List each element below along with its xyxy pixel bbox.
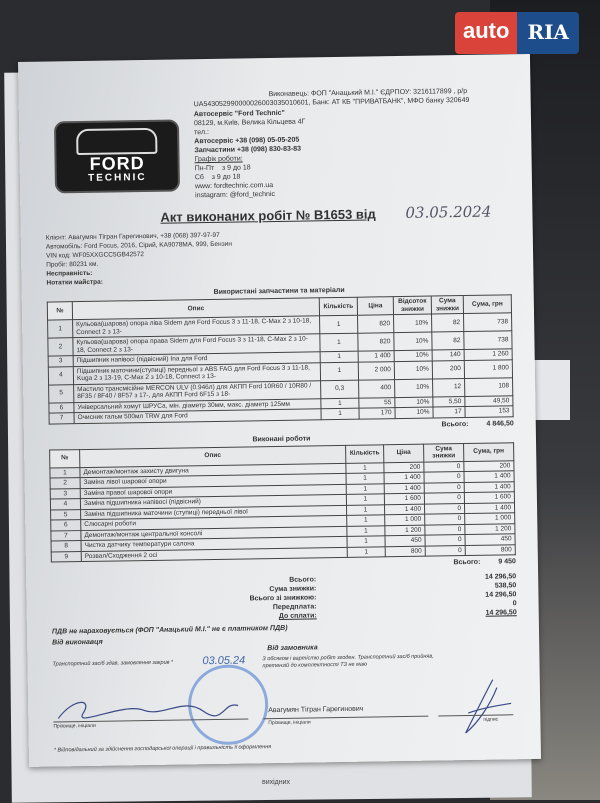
works-table <box>49 442 516 563</box>
table-cell: Очисник гальм 500мл TRW для Ford <box>74 409 321 423</box>
table-cell: 6 <box>49 402 74 413</box>
vin: VIN код: WF05XXGCC5GB42572 <box>45 251 145 260</box>
table-cell: 170 <box>359 408 395 419</box>
summary-label: Всього зі знижкою: <box>249 594 317 603</box>
phone-service: Автосервіс +38 (098) 05-05-205 <box>194 136 300 146</box>
table-cell: 1 800 <box>464 359 512 378</box>
table-cell: 153 <box>465 406 513 417</box>
table-cell: 0 <box>424 472 464 483</box>
table-cell: 1 <box>320 362 358 381</box>
customer-name-line <box>263 716 428 720</box>
document-body <box>46 226 519 754</box>
tel-label: тел.: <box>194 129 209 137</box>
table-cell: 10% <box>394 350 432 361</box>
executor-signature <box>53 690 253 721</box>
table-cell: 1 000 <box>465 513 515 524</box>
table-cell: 1 <box>347 546 385 557</box>
table-cell: 1 <box>321 408 359 419</box>
fault: Несправність: <box>46 269 93 278</box>
table-cell: 200 <box>432 360 464 379</box>
table-cell: 1 <box>346 462 384 473</box>
summary-label: До сплати: <box>278 612 317 620</box>
col-header: Ціна <box>384 444 424 463</box>
underlying-sheet-edge <box>530 360 570 420</box>
table-cell: 1 <box>346 473 384 484</box>
ford-technic-logo <box>54 119 180 193</box>
customer-signature <box>453 677 514 738</box>
act-date: 03.05.2024 <box>405 202 492 222</box>
table-cell: 450 <box>465 534 515 545</box>
schedule-weekdays: Пн-Пт з 9 до 18 <box>194 164 251 173</box>
parts-total-label: Всього: <box>441 420 469 428</box>
table-cell: 1 400 <box>358 351 394 362</box>
table-cell: 1 <box>347 536 385 547</box>
table-cell: 820 <box>358 333 394 352</box>
summary-label: Передплата: <box>272 603 317 612</box>
table-cell: 8 <box>51 541 81 552</box>
summary-value: 14 296,50 <box>485 591 517 599</box>
car-icon <box>76 128 157 155</box>
table-cell: 10% <box>395 379 433 398</box>
customer-name: Авагумян Тігран Гарегинович <box>268 705 364 715</box>
table-cell: 1 <box>346 494 384 505</box>
stamp-date: 03.05.24 <box>202 654 246 668</box>
schedule-saturday: Сб з 9 до 18 <box>194 173 241 182</box>
table-cell: 9 <box>51 551 81 562</box>
watermark-ria: RIA <box>517 12 579 54</box>
parts-total: 4 846,50 <box>486 419 514 428</box>
table-cell: 1 600 <box>384 493 424 504</box>
autoria-watermark <box>455 12 579 54</box>
table-cell: Кульова(шарова) опора права Sidem для Ford Focus 3 з 11-18, C-Max 2 з 10-18, Connect 2 з 13- <box>73 334 320 356</box>
table-cell: 3 <box>50 488 80 499</box>
table-cell: 3 <box>48 356 73 367</box>
col-header: Відсоток знижки <box>393 296 431 315</box>
table-cell: 1 <box>320 315 358 334</box>
act-title: Акт виконаних робіт № B1653 від <box>160 206 376 225</box>
table-cell: 4 <box>50 499 80 510</box>
customer-note: З обсягом і вартістю робіт згоден. Транспортний засіб прийняв, претензій до комплектності ТЗ не маю <box>262 653 434 670</box>
executor-note: Транспортний засіб здав, замовлення закрив * <box>52 659 174 668</box>
table-cell: Заміна підшипника напівосі (підвісний) <box>80 494 346 509</box>
col-header: № <box>50 449 80 467</box>
table-cell: 10% <box>394 314 432 333</box>
table-cell: 5 <box>51 509 81 520</box>
table-cell: 400 <box>359 379 395 398</box>
works-total-label: Всього: <box>453 558 481 567</box>
client-info <box>46 226 512 287</box>
table-cell: 738 <box>464 313 512 332</box>
table-cell: 7 <box>51 530 81 541</box>
table-cell: 10% <box>394 332 432 351</box>
summary-value: 14 296,50 <box>484 573 517 581</box>
parts-table <box>47 294 514 424</box>
summary-value: 14 296,50 <box>485 609 517 617</box>
table-cell: 17 <box>433 407 465 418</box>
col-header: Сума, грн <box>464 442 514 461</box>
watermark-auto: auto <box>455 12 517 54</box>
table-cell: 800 <box>385 546 425 557</box>
summary-label: Сума знижки: <box>269 585 317 594</box>
table-cell: Заміна правої шарової опори <box>80 484 346 499</box>
customer-surname-label: Прізвище, ініціали <box>268 719 311 727</box>
table-cell: 0 <box>425 545 465 556</box>
table-cell: 7 <box>49 413 74 424</box>
client: Клієнт: Авагумян Тігран Гарегинович, +38 (068) 397-97-97 <box>45 231 220 242</box>
phone-parts: Запчастини +38 (098) 830-83-83 <box>194 145 302 155</box>
signature-label: підпис <box>483 716 499 723</box>
table-cell: 0 <box>425 514 465 525</box>
table-cell: 0 <box>424 503 464 514</box>
vat-note: ПДВ не нараховується (ФОП "Анацький М.І." не є платником ПДВ) <box>51 624 288 636</box>
table-cell: 10% <box>395 407 433 418</box>
col-header: Кількість <box>346 444 384 463</box>
table-cell: 1 600 <box>464 492 514 503</box>
logo-subtext: TECHNIC <box>88 171 147 184</box>
table-cell: 10% <box>395 397 433 408</box>
col-header: Ціна <box>357 297 393 316</box>
table-cell: 0 <box>425 535 465 546</box>
table-cell: 1 200 <box>465 523 515 534</box>
table-cell: 1 <box>346 504 384 515</box>
works-title: Виконані роботи <box>252 434 311 443</box>
table-cell: 450 <box>385 535 425 546</box>
table-cell: 0 <box>424 482 464 493</box>
col-header: Сума знижки <box>431 296 463 315</box>
col-header: Сума знижки <box>424 443 464 462</box>
table-cell: 800 <box>465 544 515 555</box>
table-cell: 200 <box>464 460 514 471</box>
table-cell: 0 <box>424 461 464 472</box>
table-cell: 820 <box>358 315 394 334</box>
table-cell: 1 260 <box>464 349 512 360</box>
company-name: Автосервіс "Ford Technic" <box>193 109 285 119</box>
table-cell: 0 <box>425 524 465 535</box>
table-cell: 1 <box>320 351 358 362</box>
logo-text: FORD <box>89 153 145 174</box>
bank-info: UA543052990000026003035010601, Банк: АТ КБ "ПРИВАТБАНК", МФО банку 320649 <box>193 96 470 109</box>
table-cell: 1 200 <box>385 525 425 536</box>
table-cell: Демонтаж/монтаж центральної консолі <box>81 526 347 541</box>
table-cell: 2 000 <box>358 361 394 380</box>
table-cell: Заміна підшипника маточини (ступиці) передньої лівої <box>81 505 347 520</box>
table-cell: 4 <box>48 366 73 384</box>
table-cell: 1 <box>347 515 385 526</box>
table-cell: 1 400 <box>384 504 424 515</box>
act-document <box>18 54 541 767</box>
col-header: Опис <box>72 298 319 320</box>
table-cell: 2 <box>50 478 80 489</box>
table-cell: 1 400 <box>464 471 514 482</box>
instagram: instagram: @ford_technic <box>195 190 276 200</box>
table-cell: 1 <box>48 320 73 338</box>
table-cell: 1 400 <box>384 472 424 483</box>
table-cell: 82 <box>432 332 464 351</box>
responsible-note: * Відповідальний за здійснення господарської операції і правильність її оформлення <box>53 744 272 754</box>
summary-value: 0 <box>512 600 517 608</box>
table-cell: 1 <box>346 483 384 494</box>
table-cell: 5 <box>49 384 74 402</box>
summary-label: Всього: <box>289 576 317 584</box>
executor-surname-label: Прізвище, ініціали <box>53 722 96 730</box>
table-cell: 200 <box>384 462 424 473</box>
from-executor: Від виконавця <box>52 638 103 647</box>
table-cell: Чистка датчику температури салона <box>81 536 347 551</box>
master-notes: Нотатки майстра: <box>46 278 103 287</box>
table-cell: 0 <box>424 493 464 504</box>
table-cell: 1 <box>320 333 358 352</box>
address: 08129, м.Київ, Велика Кільцева 4Г <box>193 118 306 128</box>
table-cell: 738 <box>464 331 512 350</box>
table-cell: Мастило трансмісійне MERCON ULV (0.946л) для АКПП Ford 10R60 / 10R80 / 8F35 / 8F40 / 8F57 з 17-, для АКПП Ford 6F15 з 18- <box>74 380 321 402</box>
table-cell: Демонтаж/монтаж захисту двигуна <box>80 463 346 478</box>
summary-value: 538,50 <box>494 582 517 590</box>
table-cell: Підшипник маточини(ступиці) передньої з ABS FAG для Ford Focus 3 з 11-18, Kuga 2 з 13-19, C-Max 2 з 10-18, Connect з 13- <box>73 362 320 384</box>
under-sheet-text: вихідних <box>262 779 291 786</box>
table-cell: 140 <box>432 350 464 361</box>
table-cell: Заміна лівої шарової опори <box>80 473 346 488</box>
mileage: Пробіг: 80231 км. <box>46 260 99 269</box>
table-cell: 82 <box>432 314 464 333</box>
col-header: Кількість <box>319 297 357 316</box>
schedule-label: Графік роботи: <box>194 155 243 164</box>
table-cell: 1 <box>50 467 80 478</box>
table-cell: 5,50 <box>433 396 465 407</box>
col-header: № <box>47 302 72 320</box>
table-cell: Слюсарні роботи <box>81 515 347 530</box>
summary <box>186 572 517 622</box>
signature-block <box>52 652 518 747</box>
table-cell: 49,50 <box>465 395 513 406</box>
table-cell: Підшипник напівосі (підвісний) Ina для Ford <box>73 352 320 366</box>
table-cell: 108 <box>465 377 513 396</box>
table-cell: Кульова(шарова) опора ліва Sidem для Ford Focus 3 з 11-18, C-Max 2 з 10-18, Connect 2 з 13- <box>73 316 320 338</box>
works-total: 9 450 <box>498 558 516 566</box>
table-cell: 55 <box>359 397 395 408</box>
table-cell: 6 <box>51 520 81 531</box>
table-cell: 1 400 <box>384 483 424 494</box>
website: www: fordtechnic.com.ua <box>194 182 274 191</box>
table-cell: 1 400 <box>464 502 514 513</box>
parts-title: Використані запчастини та матеріали <box>213 286 345 296</box>
executor-info: Виконавець: ФОП "Анацький М.І." ЄДРПОУ: 3216117899 , р/р <box>268 87 468 99</box>
table-cell: 1 000 <box>385 514 425 525</box>
car: Автомобіль: Ford Focus, 2016, Сірий, KA9078MA, 999, Бензин <box>45 240 232 251</box>
table-cell: 12 <box>433 378 465 397</box>
table-cell: 0,3 <box>321 380 359 399</box>
table-cell: 1 <box>321 398 359 409</box>
table-cell: 1 <box>347 525 385 536</box>
col-header: Сума, грн <box>463 295 511 314</box>
from-customer: Від замовника <box>267 644 318 653</box>
table-cell: 2 <box>48 338 73 356</box>
table-cell: Універсальний хомут ШРУСа, мін. діаметр 30мм, макс. діаметр 125мм <box>74 398 321 412</box>
table-cell: 10% <box>394 361 432 380</box>
col-header: Опис <box>80 445 346 467</box>
table-cell: Розвал/Сходження 2 осі <box>81 547 347 562</box>
table-cell: 1 400 <box>464 481 514 492</box>
